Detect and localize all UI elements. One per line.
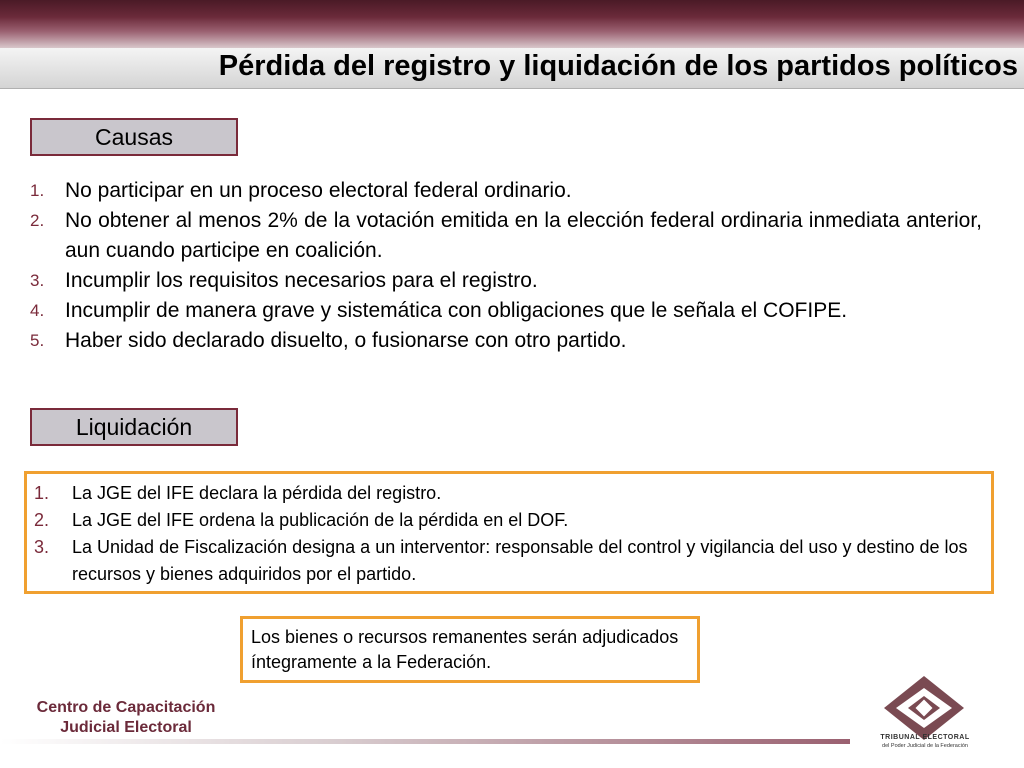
list-item (30, 176, 982, 206)
footer-line-2: Judicial Electoral (60, 719, 192, 736)
list-number: 2. (34, 510, 50, 530)
logo-name: TRIBUNAL ELECTORAL (880, 734, 970, 741)
tribunal-electoral-logo-icon (860, 674, 988, 754)
causas-label: Causas (30, 118, 238, 156)
list-number: 1. (30, 181, 45, 200)
list-number: 3. (30, 271, 45, 290)
list-number: 1. (34, 483, 50, 503)
list-item (30, 326, 982, 356)
list-text: Incumplir los requisitos necesarios para el registro. (65, 269, 538, 292)
list-number: 4. (30, 301, 45, 320)
liquidacion-label: Liquidación (30, 408, 238, 446)
list-item (34, 507, 984, 534)
list-item (30, 266, 982, 296)
list-item (30, 296, 982, 326)
list-text: La JGE del IFE declara la pérdida del registro. (72, 483, 442, 503)
footer-divider (0, 739, 850, 744)
list-text: Haber sido declarado disuelto, o fusionarse con otro partido. (65, 329, 627, 352)
causas-list (30, 176, 982, 356)
list-text: No participar en un proceso electoral federal ordinario. (65, 179, 572, 202)
list-item (34, 480, 984, 507)
list-text: No obtener al menos 2% de la votación emitida en la elección federal ordinaria inmediata anterior, aun cuando participe en coalición. (65, 209, 982, 262)
liquidacion-list (34, 480, 984, 588)
header-band (0, 0, 1024, 48)
footer-org (10, 698, 242, 738)
list-text: Incumplir de manera grave y sistemática con obligaciones que le señala el COFIPE. (65, 299, 848, 322)
slide-title: Pérdida del registro y liquidación de los partidos políticos (218, 50, 1018, 82)
logo-subtitle: del Poder Judicial de la Federación (882, 743, 968, 749)
list-text: La Unidad de Fiscalización designa a un interventor: responsable del control y vigilancia del uso y destino de los recursos y bienes adquiridos por el partido. (72, 537, 968, 584)
list-number: 3. (34, 537, 50, 557)
list-number: 5. (30, 331, 45, 350)
list-item (34, 534, 984, 588)
footer-line-1: Centro de Capacitación (36, 699, 216, 716)
list-number: 2. (30, 211, 45, 230)
list-text: La JGE del IFE ordena la publicación de la pérdida en el DOF. (72, 510, 569, 530)
note-box: Los bienes o recursos remanentes serán adjudicados íntegramente a la Federación. (240, 616, 700, 683)
list-item (30, 206, 982, 266)
